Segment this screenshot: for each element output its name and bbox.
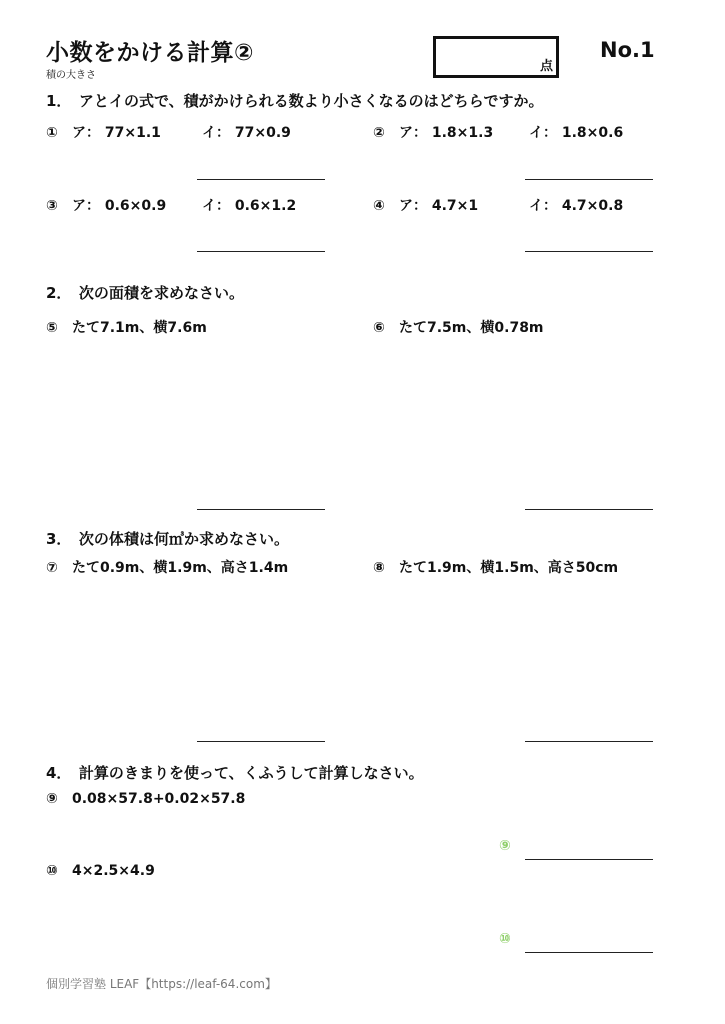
item-number: ⑤ — [46, 320, 58, 336]
choice-b: イ： 77×0.9 — [202, 125, 291, 141]
item-number: ⑨ — [46, 791, 58, 807]
answer-line-8[interactable] — [525, 741, 653, 742]
q1-item-4 — [373, 195, 623, 215]
q1-item-3 — [46, 195, 296, 215]
choice-a: ア： 0.6×0.9 — [72, 198, 167, 214]
answer-line-2[interactable] — [525, 179, 653, 180]
answer-line-4[interactable] — [525, 251, 653, 252]
item-number: ⑥ — [373, 320, 385, 336]
answer-line-7[interactable] — [197, 741, 325, 742]
q3-heading: 3． 次の体積は何㎥か求めなさい。 — [46, 530, 289, 548]
item-text: たて7.5m、横0.78m — [399, 320, 544, 336]
answer-marker-10: ⑩ — [499, 931, 511, 947]
item-text: たて0.9m、横1.9m、高さ1.4m — [72, 560, 289, 576]
choice-b: イ： 1.8×0.6 — [529, 125, 624, 141]
choice-a: ア： 1.8×1.3 — [399, 125, 494, 141]
item-number: ③ — [46, 198, 58, 214]
item-text: たて1.9m、横1.5m、高さ50cm — [399, 560, 619, 576]
choice-a: ア： 77×1.1 — [72, 125, 161, 141]
item-number: ⑧ — [373, 560, 385, 576]
worksheet-title: 小数をかける計算② — [46, 40, 254, 66]
q1-heading: 1． アとイの式で、積がかけられる数より小さくなるのはどちらですか。 — [46, 92, 544, 110]
answer-line-6[interactable] — [525, 509, 653, 510]
answer-line-5[interactable] — [197, 509, 325, 510]
item-number: ⑩ — [46, 863, 58, 879]
q4-heading: 4． 計算のきまりを使って、くふうして計算しなさい。 — [46, 764, 424, 782]
item-text: たて7.1m、横7.6m — [72, 320, 207, 336]
choice-b: イ： 0.6×1.2 — [202, 198, 297, 214]
footer-credit: 個別学習塾 LEAF【https://leaf-64.com】 — [46, 977, 277, 991]
answer-line-9[interactable] — [525, 859, 653, 860]
q1-item-2 — [373, 122, 623, 142]
score-box[interactable] — [433, 36, 559, 78]
worksheet-subtitle: 積の大きさ — [46, 70, 96, 81]
q2-item-6 — [373, 317, 544, 337]
score-unit: 点 — [539, 59, 553, 74]
item-text: 0.08×57.8+0.02×57.8 — [72, 791, 246, 807]
answer-line-1[interactable] — [197, 179, 325, 180]
choice-b: イ： 4.7×0.8 — [529, 198, 624, 214]
item-number: ④ — [373, 198, 385, 214]
choice-a: ア： 4.7×1 — [399, 198, 479, 214]
answer-marker-9: ⑨ — [499, 838, 511, 854]
item-number: ⑦ — [46, 560, 58, 576]
answer-line-10[interactable] — [525, 952, 653, 953]
q4-item-9 — [46, 791, 245, 807]
q2-item-5 — [46, 317, 207, 337]
q1-item-1 — [46, 122, 291, 142]
item-text: 4×2.5×4.9 — [72, 863, 155, 879]
q3-item-7 — [46, 557, 288, 577]
item-number: ② — [373, 125, 385, 141]
q3-item-8 — [373, 557, 618, 577]
q2-heading: 2． 次の面積を求めなさい。 — [46, 284, 244, 302]
sheet-number: No.1 — [600, 38, 655, 62]
q4-item-10 — [46, 863, 155, 879]
item-number: ① — [46, 125, 58, 141]
answer-line-3[interactable] — [197, 251, 325, 252]
